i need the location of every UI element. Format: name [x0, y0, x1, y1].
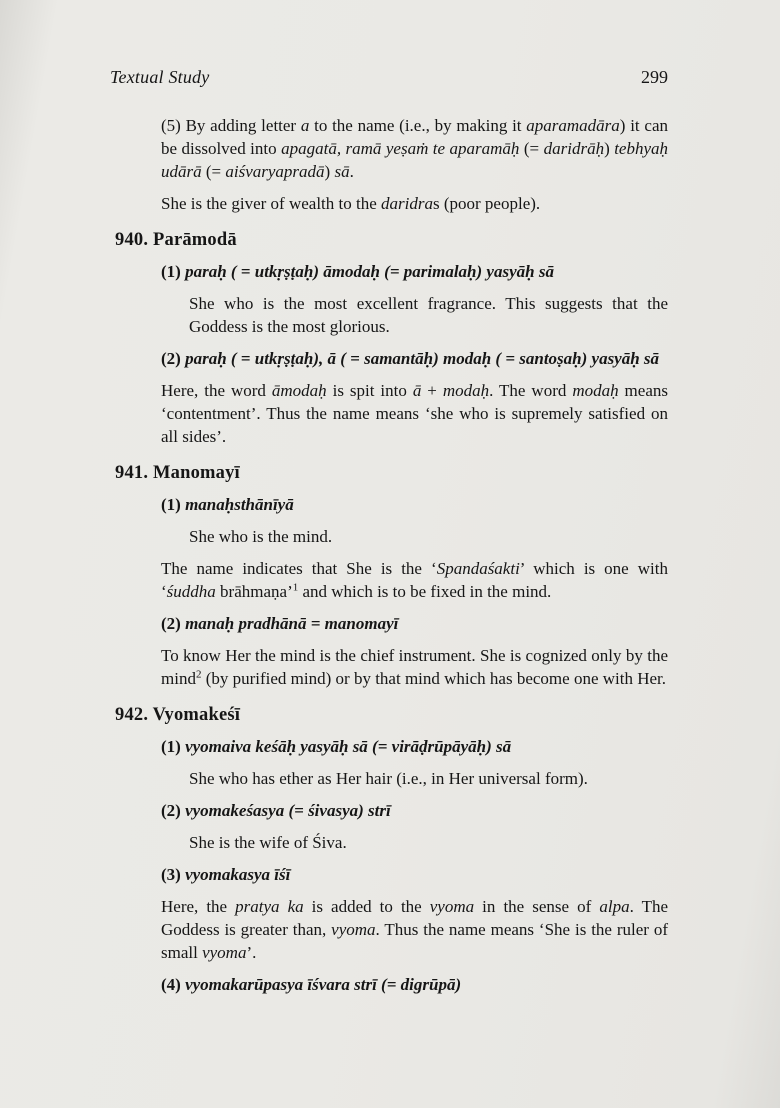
- definition-line: [161, 493, 668, 516]
- text-segment: (2): [161, 614, 186, 633]
- paragraph: [161, 895, 668, 964]
- text-segment: (=: [201, 162, 226, 181]
- text-segment: Spandaśakti: [436, 559, 520, 578]
- text-segment: means ‘contentment’. Thus the name means ‘she who is supremely satisfied on all sides’.: [161, 381, 668, 446]
- text-segment: (5) By adding letter: [161, 116, 301, 135]
- text-segment: (=: [519, 139, 544, 158]
- text-segment: is spit into: [326, 381, 413, 400]
- translation-line: [189, 292, 668, 338]
- text-segment: ): [324, 162, 335, 181]
- text-segment: +: [421, 381, 443, 400]
- text-segment: modaḥ: [572, 381, 619, 400]
- text-segment: a: [300, 116, 310, 135]
- text-segment: ’.: [246, 943, 257, 962]
- text-segment: sā: [334, 162, 350, 181]
- definition-line: [161, 612, 668, 635]
- text-segment: 940. Parāmodā: [115, 230, 237, 250]
- text-segment: .: [349, 162, 354, 181]
- page-header: [0, 0, 780, 88]
- text-segment: ’ which is one with ‘: [161, 559, 668, 601]
- text-segment: She who has ether as Her hair (i.e., in Her universal form).: [189, 769, 588, 788]
- text-segment: ): [604, 139, 615, 158]
- text-segment: in the sense of: [474, 897, 600, 916]
- text-segment: vyomakarūpasya īśvara strī (= digrūpā): [185, 975, 462, 994]
- definition-line: [161, 973, 668, 996]
- translation-line: [189, 767, 668, 790]
- text-segment: daridra: [381, 194, 433, 213]
- text-segment: 941. Manomayī: [115, 463, 240, 483]
- definition-line: [161, 799, 668, 822]
- text-segment: . The word: [489, 381, 573, 400]
- text-segment: aiśvaryapradā: [225, 162, 325, 181]
- text-segment: (3): [161, 865, 186, 884]
- paragraph: [161, 114, 668, 183]
- text-segment: manaḥ pradhānā = manomayī: [185, 614, 399, 633]
- text-segment: to the name (i.e., by making it: [309, 116, 527, 135]
- text-segment: (2): [161, 801, 186, 820]
- text-segment: (4): [161, 975, 186, 994]
- text-segment: (1): [161, 737, 186, 756]
- text-segment: (2): [161, 349, 186, 368]
- text-segment: (1): [161, 495, 186, 514]
- text-segment: vyoma: [331, 920, 376, 939]
- text-segment: The name indicates that She is the ‘: [161, 559, 437, 578]
- text-segment: . The Goddess is greater than,: [161, 897, 668, 939]
- text-segment: alpa: [599, 897, 630, 916]
- text-segment: āmodaḥ: [271, 381, 327, 400]
- entry-heading: [115, 228, 668, 252]
- running-title: Textual Study: [110, 67, 210, 87]
- text-segment: She is the giver of wealth to the: [161, 194, 382, 213]
- translation-line: [189, 831, 668, 854]
- text-segment: śuddha: [166, 582, 216, 601]
- definition-line: [161, 735, 668, 758]
- text-segment: paraḥ ( = utkṛṣṭaḥ) āmodaḥ (= parimalaḥ) yasyāḥ sā: [185, 262, 554, 281]
- definition-line: [161, 260, 668, 283]
- text-segment: . Thus the name means ‘She is the ruler of small: [161, 920, 669, 962]
- text-segment: aparamadāra: [526, 116, 620, 135]
- text-segment: vyomakasya īśī: [185, 865, 291, 884]
- text-segment: Here, the word: [161, 381, 272, 400]
- text-segment: (by purified mind) or by that mind which has become one with Her.: [201, 669, 667, 688]
- text-segment: brāhmaṇa’: [215, 582, 293, 601]
- text-segment: She who is the most excellent fragrance. This suggests that the Goddess is the most glorious.: [189, 294, 668, 336]
- text-segment: vyoma: [202, 943, 247, 962]
- text-segment: pratya ka: [235, 897, 304, 916]
- footnote-reference: 2: [195, 668, 202, 681]
- text-segment: 942. Vyomakeśī: [115, 705, 241, 725]
- text-segment: ā: [412, 381, 422, 400]
- definition-line: [161, 347, 668, 370]
- text-segment: She who is the mind.: [189, 527, 333, 546]
- text-segment: paraḥ ( = utkṛṣṭaḥ), ā ( = samantāḥ) modaḥ ( = santoṣaḥ) yasyāḥ sā: [185, 349, 660, 368]
- translation-line: [189, 525, 668, 548]
- paragraph: [161, 557, 668, 603]
- text-segment: (1): [161, 262, 186, 281]
- entry-heading: [115, 703, 668, 727]
- page-number: 299: [641, 67, 668, 87]
- paragraph: [161, 644, 668, 690]
- footnote-reference: 1: [292, 581, 299, 594]
- text-segment: apagatā, ramā yeṣaṁ te aparamāḥ: [281, 139, 520, 158]
- text-segment: She is the wife of Śiva.: [189, 833, 347, 852]
- text-segment: s (poor people).: [432, 194, 541, 213]
- text-segment: vyomakeśasya (= śivasya) strī: [185, 801, 391, 820]
- paragraph: [161, 379, 668, 448]
- document-body: [0, 88, 780, 996]
- text-segment: tebhyaḥ udārā: [161, 139, 669, 181]
- text-segment: daridrāḥ: [543, 139, 605, 158]
- paragraph: [161, 192, 668, 215]
- text-segment: modaḥ: [442, 381, 490, 400]
- text-segment: vyoma: [429, 897, 475, 916]
- text-segment: and which is to be fixed in the mind.: [298, 582, 552, 601]
- text-segment: manaḥsthānīyā: [185, 495, 294, 514]
- definition-line: [161, 863, 668, 886]
- text-segment: To know Her the mind is the chief instrument. She is cognized only by the mind: [161, 646, 668, 688]
- text-segment: is added to the: [303, 897, 430, 916]
- text-segment: vyomaiva keśāḥ yasyāḥ sā (= virāḍrūpāyāḥ) sā: [185, 737, 512, 756]
- entry-heading: [115, 461, 668, 485]
- text-segment: ) it can be dissolved into: [161, 116, 668, 158]
- text-segment: Here, the: [161, 897, 236, 916]
